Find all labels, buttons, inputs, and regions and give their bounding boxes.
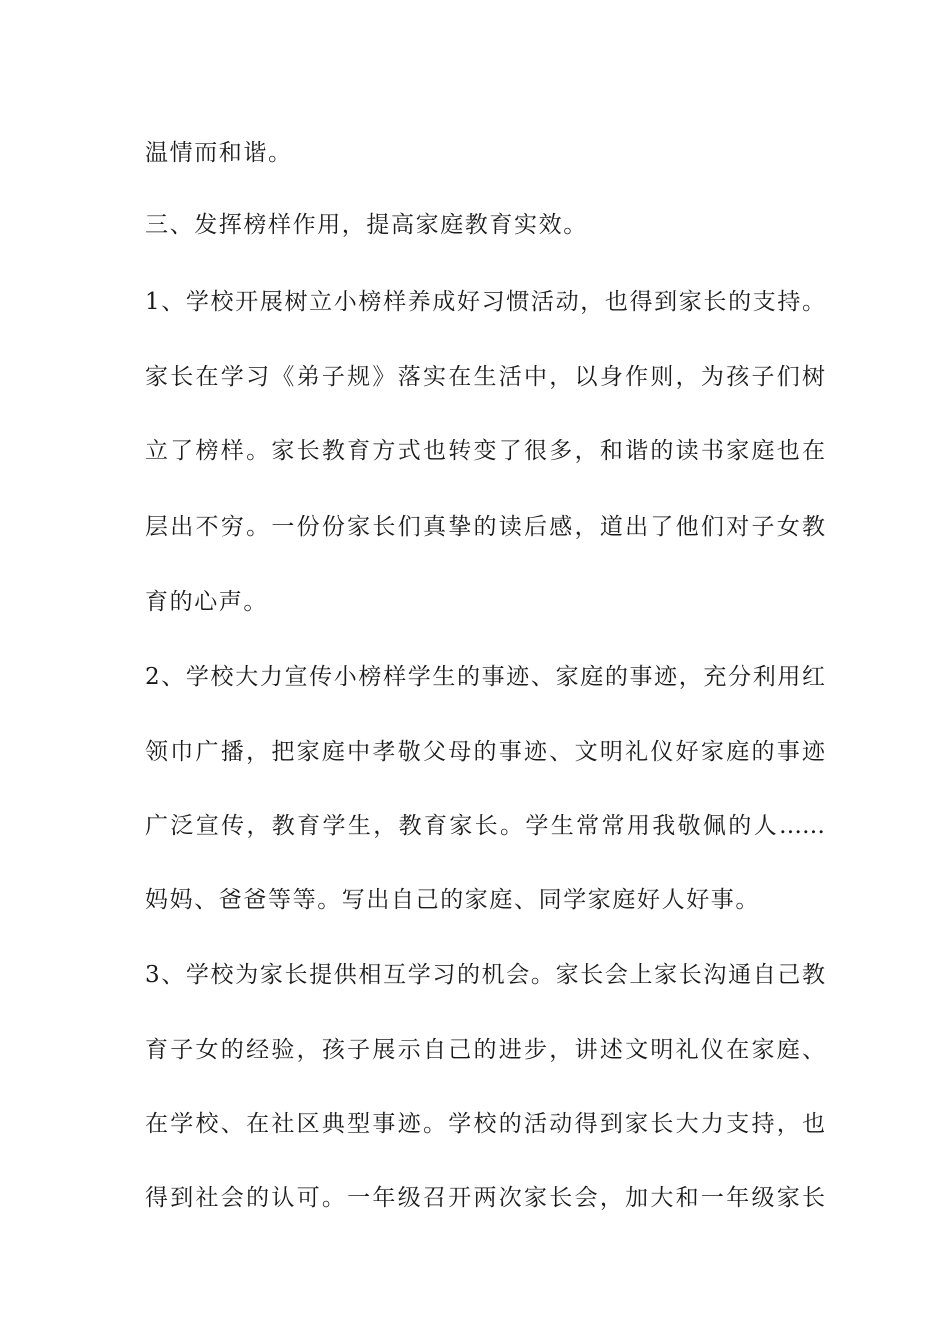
text-line: 层出不穷。一份份家长们真挚的读后感，道出了他们对子女教	[145, 514, 825, 540]
text-line: 育的心声。	[145, 589, 268, 615]
text-line: 温情而和谐。	[145, 140, 293, 166]
text-line: 领巾广播，把家庭中孝敬父母的事迹、文明礼仪好家庭的事迹	[145, 739, 825, 765]
text-line: 育子女的经验，孩子展示自己的进步，讲述文明礼仪在家庭、	[145, 1037, 825, 1063]
text-line: 3、学校为家长提供相互学习的机会。家长会上家长沟通自己教	[145, 962, 825, 988]
text-line: 在学校、在社区典型事迹。学校的活动得到家长大力支持，也	[145, 1111, 825, 1137]
text-line: 立了榜样。家长教育方式也转变了很多，和谐的读书家庭也在	[145, 438, 825, 464]
text-line: 妈妈、爸爸等等。写出自己的家庭、同学家庭好人好事。	[145, 887, 760, 913]
section-heading: 三、发挥榜样作用，提高家庭教育实效。	[145, 212, 588, 238]
text-line: 得到社会的认可。一年级召开两次家长会，加大和一年级家长	[145, 1185, 825, 1211]
text-line: 家长在学习《弟子规》落实在生活中，以身作则，为孩子们树	[145, 364, 825, 390]
text-line: 1、学校开展树立小榜样养成好习惯活动，也得到家长的支持。	[145, 289, 825, 315]
text-line: 2、学校大力宣传小榜样学生的事迹、家庭的事迹，充分利用红	[145, 664, 825, 690]
text-line: 广泛宣传，教育学生，教育家长。学生常常用我敬佩的人……	[145, 813, 825, 839]
